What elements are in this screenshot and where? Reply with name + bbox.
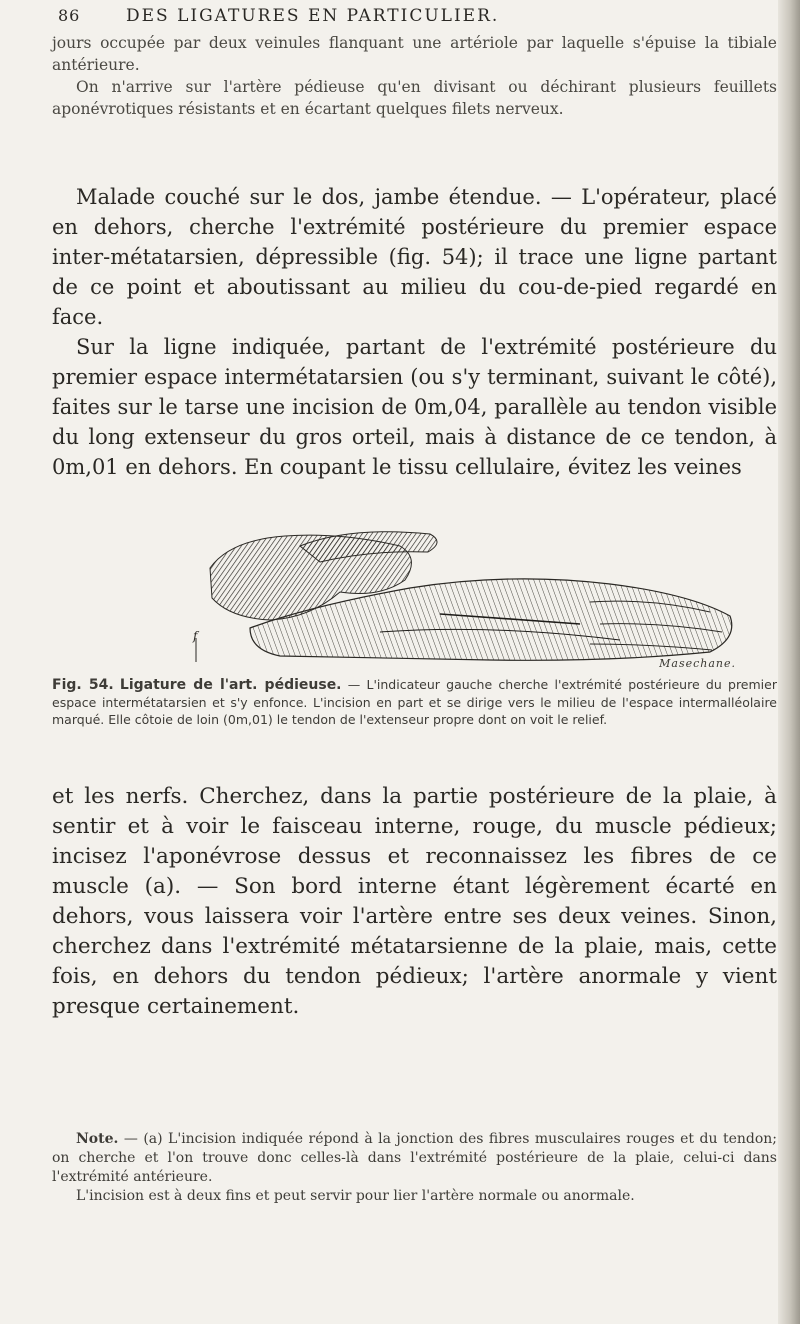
marker-letter-f: f: [193, 629, 198, 643]
figure-caption: [52, 676, 777, 728]
lead-paragraph-1: jours occupée par deux veinules flanquant une artériole par laquelle s'épuise la tibiale antérieure.: [52, 34, 777, 74]
foot-ligature-engraving: [190, 528, 742, 668]
running-title: DES LIGATURES EN PARTICULIER.: [126, 6, 500, 26]
running-head: [52, 2, 772, 30]
procedure-paragraph-1: Malade couché sur le dos, jambe étendue. — L'opérateur, placé en dehors, cherche l'extrémité postérieure du premier espace inter-métatarsien, dépressible (fig. 54); il trace une ligne partant de ce point et aboutissant au milieu du cou-de-pied regardé en face.: [52, 185, 777, 329]
procedure-paragraph-2: Sur la ligne indiquée, partant de l'extrémité postérieure du premier espace intermétatarsien (ou s'y terminant, suivant le côté), faites sur le tarse une incision de 0m,04, parallèle au tendon visible du long extenseur du gros orteil, mais à distance de ce tendon, à 0m,01 en dehors. En coupant le tissu cellulaire, évitez les veines: [52, 335, 777, 479]
lead-paragraph-2: On n'arrive sur l'artère pédieuse qu'en divisant ou déchirant plusieurs feuillets aponévrotiques résistants et en écartant quelques filets nerveux.: [52, 78, 777, 118]
engraver-signature: Masechane.: [659, 657, 736, 670]
note-paragraph-2: L'incision est à deux fins et peut servir pour lier l'artère normale ou anormale.: [76, 1188, 635, 1204]
body-text: [52, 782, 777, 1022]
note-paragraph-1: [52, 1130, 777, 1187]
note-label: Note.: [76, 1131, 119, 1147]
book-spine-edge: [778, 0, 800, 1324]
body-paragraph-1: et les nerfs. Cherchez, dans la partie postérieure de la plaie, à sentir et à voir le faisceau interne, rouge, du muscle pédieux; incisez l'aponévrose dessus et reconnaissez les fibres de ce muscle (a). — Son bord interne étant légèrement écarté en dehors, vous laissera voir l'artère entre ses deux veines. Sinon, cherchez dans l'extrémité métatarsienne de la plaie, mais, cette fois, en dehors du tendon pédieux; l'artère anormale y vient presque certainement.: [52, 784, 777, 1019]
procedure-paragraphs: [52, 182, 777, 482]
lead-paragraphs: [52, 32, 777, 120]
figure-illustration: [190, 528, 742, 668]
caption-label: Fig. 54.: [52, 677, 114, 693]
caption-text: — L'indicateur gauche cherche l'extrémité postérieure du premier espace intermétatarsien et s'y enfonce. L'incision en part et se dirige vers le milieu de l'espace intermalléolaire marqué. Elle côtoie de loin (0m,01) le tendon de l'extenseur propre dont on voit le relief.: [52, 677, 777, 727]
footnote: [52, 1130, 777, 1206]
page-number: 86: [58, 6, 81, 25]
note-text-1: — (a) L'incision indiquée répond à la jonction des fibres musculaires rouges et du tendon; on cherche et l'on trouve donc celles-là dans l'extrémité postérieure de la plaie, celui-ci dans l'extrémité antérieure.: [52, 1131, 777, 1185]
caption-title: Ligature de l'art. pédieuse.: [119, 677, 342, 693]
